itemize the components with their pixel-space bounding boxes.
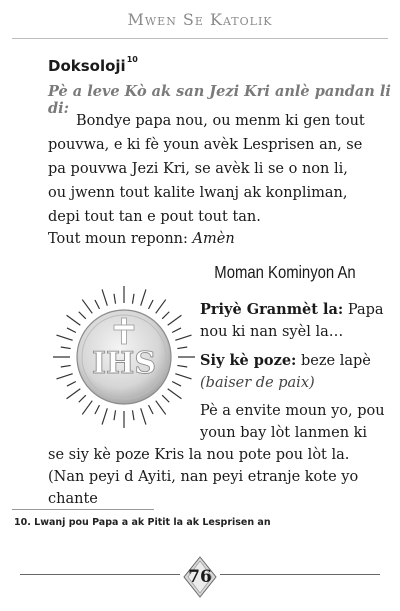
doxology-prayer: Bondye papa nou, ou menm ki gen tout pouvwa, e ki fè youn avèk Lesprisen an, se pa pouvwa Jezi Kri, se avèk li se o non li, ou jwenn tout kalite lwanj ak konpliman, depi tout tan e pout tout tan. — [48, 113, 365, 225]
footer-rule-right — [220, 574, 380, 575]
host-ray — [61, 347, 71, 349]
host-ray — [95, 300, 100, 309]
host-ray — [156, 300, 166, 314]
host-ray — [79, 312, 86, 319]
host-ray — [149, 405, 154, 414]
lords-prayer-label: Priyè Granmèt la: — [200, 301, 344, 318]
footnote-marker: 10 — [126, 55, 138, 64]
peace-paragraph-part1: Pè a envite moun yo, pou youn bay lòt lanmen ki — [200, 403, 385, 441]
host-ray — [172, 382, 181, 387]
host-ray — [162, 395, 169, 402]
host-ray — [61, 365, 71, 367]
host-ray — [82, 401, 92, 415]
host-ray — [168, 315, 182, 325]
sign-of-peace-text: beze lapè — [296, 353, 371, 369]
sign-of-peace-line — [200, 350, 385, 372]
host-monogram: IHS — [91, 346, 157, 381]
host-ray — [102, 408, 107, 424]
section-title — [48, 57, 138, 75]
host-ray — [156, 401, 166, 415]
host-ray — [132, 294, 134, 304]
host-ray — [114, 410, 116, 420]
sign-of-peace-latin: (baiser de paix) — [200, 375, 315, 391]
host-ray — [114, 294, 116, 304]
rubric: Pè a leve Kò ak san Jezi Kri anlè pandan li di: — [48, 83, 391, 117]
host-icon — [50, 283, 198, 431]
host-ray — [141, 408, 146, 424]
host-ray — [168, 389, 182, 399]
response-label: Tout moun reponn: — [48, 231, 193, 247]
host-ray — [79, 395, 86, 402]
sign-of-peace-label: Siy kè poze: — [200, 352, 297, 369]
host-ray — [67, 315, 81, 325]
host-ray — [162, 312, 169, 319]
communion-heading: Moman Kominyon An — [214, 262, 356, 282]
host-ray — [82, 300, 92, 314]
footnote: 10. Lwanj pou Papa a ak Pitit la ak Lesprisen an — [14, 517, 271, 528]
host-illustration — [50, 283, 198, 431]
people-response — [48, 231, 235, 247]
footer-rule-left — [20, 574, 180, 575]
host-ray — [102, 289, 107, 305]
host-ray — [67, 389, 81, 399]
host-ray — [56, 374, 72, 379]
running-header: Mwen Se Katolik — [127, 10, 273, 29]
host-ray — [172, 328, 181, 333]
host-ray — [132, 410, 134, 420]
host-ray — [141, 289, 146, 305]
host-ray — [175, 374, 191, 379]
response-word: Amèn — [192, 231, 235, 247]
header-rule — [12, 38, 388, 39]
host-ray — [56, 335, 72, 340]
host-ray — [149, 300, 154, 309]
host-ray — [67, 382, 76, 387]
host-ray — [177, 365, 187, 367]
lords-prayer-line — [200, 299, 385, 343]
page-number: 76 — [188, 567, 212, 587]
host-ray — [177, 347, 187, 349]
lords-prayer-text: Papa nou ki nan syèl la… — [200, 302, 384, 340]
host-ray — [175, 335, 191, 340]
footnote-rule — [12, 509, 154, 510]
peace-paragraph-part2: se siy kè poze Kris la nou pote pou lòt la. (Nan peyi d Ayiti, nan peyi etranje kote yo chante — [48, 447, 359, 507]
host-ray — [95, 405, 100, 414]
host-ray — [67, 328, 76, 333]
section-title-text: Doksoloji — [48, 57, 126, 75]
